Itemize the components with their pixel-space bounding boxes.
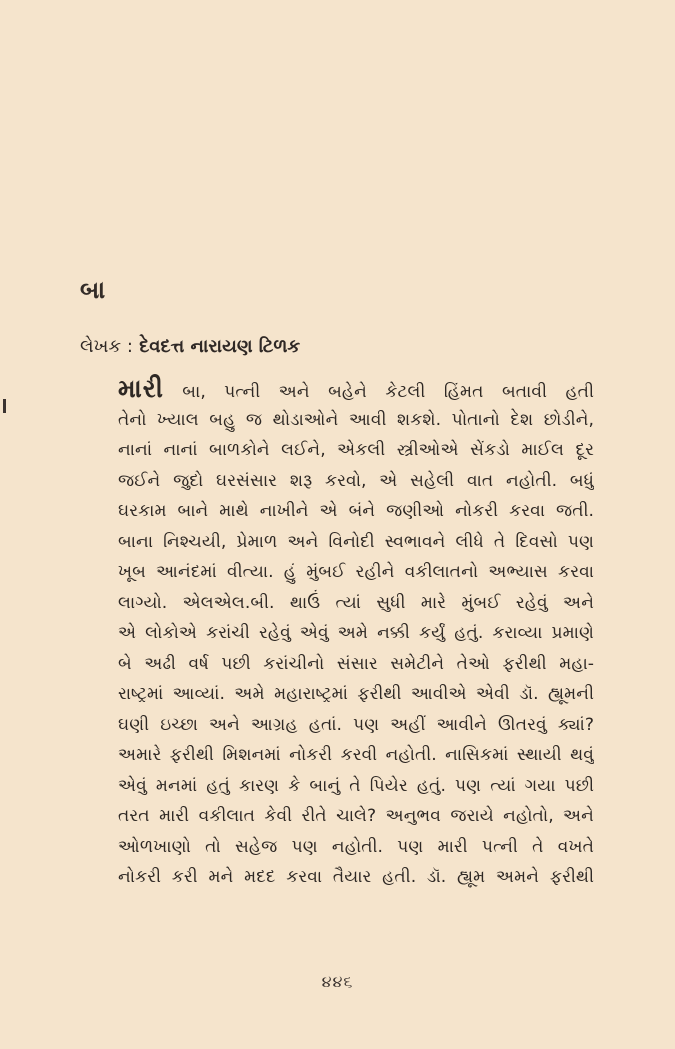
page-number: ૪૪૬	[321, 972, 354, 991]
margin-mark	[3, 399, 6, 413]
body-text	[118, 374, 594, 893]
body-line: એ લોકોએ કરાંચી રહેવું એવું અમે નક્કી કર્યું હતું. કરાવ્યા પ્રમાણે	[118, 623, 594, 643]
opening-word: મારી	[118, 374, 164, 403]
chapter-title: બા	[80, 276, 106, 304]
body-line: નોકરી કરી મને મદદ કરવા તૈયાર હતી. ડૉ. હ્યૂમ અમને ફરીથી	[118, 867, 594, 887]
body-line-first	[118, 374, 594, 405]
body-line: એવું મનમાં હતું કારણ કે બાનું તે પિયેર હતું. પણ ત્યાં ગયા પછી	[118, 775, 594, 796]
body-line: લાગ્યો. એલએલ.બી. થાઉં ત્યાં સુધી મારે મુંબઈ રહેવું અને	[118, 592, 594, 613]
body-line: અમારે ફરીથી મિશનમાં નોકરી કરવી નહોતી. નાસિકમાં સ્થાયી થવું	[118, 745, 594, 765]
author-name: દેવદત્ત નારાયણ ટિળક	[139, 336, 301, 357]
body-line: નાનાં નાનાં બાળકોને લઈને, એકલી સ્ત્રીઓએ સેંકડો માઈલ દૂર	[118, 440, 594, 460]
body-line: તરત મારી વકીલાત કેવી રીતે ચાલે? અનુભવ જરાયે નહોતો, અને	[118, 806, 594, 826]
body-line: ખૂબ આનંદમાં વીત્યા. હું મુંબઈ રહીને વકીલાતનો અભ્યાસ કરવા	[118, 562, 594, 582]
author-prefix: લેખક :	[80, 336, 133, 357]
author-line	[80, 336, 300, 357]
body-line: ઘરકામ બાને માથે નાખીને એ બંને જણીઓ નોકરી કરવા જતી.	[118, 501, 594, 521]
body-line: રાષ્ટ્રમાં આવ્યાં. અમે મહારાષ્ટ્રમાં ફરીથી આવીએ એવી ડૉ. હ્યૂમની	[118, 684, 594, 704]
body-line: જઈને જુદો ઘરસંસાર શરૂ કરવો, એ સહેલી વાત નહોતી. બધું	[118, 470, 594, 491]
body-line: બે અઢી વર્ષ પછી કરાંચીનો સંસાર સમેટીને તેઓ ફરીથી મહા-	[118, 653, 594, 674]
body-line: તેનો ખ્યાલ બહુ જ થોડાઓને આવી શકશે. પોતાનો દેશ છોડીને,	[118, 409, 594, 430]
body-line: ઓળખાણો તો સહેજ પણ નહોતી. પણ મારી પત્ની તે વખતે	[118, 836, 594, 857]
body-line: બા, પત્ની અને બહેને કેટલી હિંમત બતાવી હતી	[163, 382, 594, 402]
body-line: ઘણી ઇચ્છા અને આગ્રહ હતાં. પણ અહીં આવીને ઊતરવું ક્યાં?	[118, 714, 594, 735]
body-line: બાના નિશ્ચયી, પ્રેમાળ અને વિનોદી સ્વભાવને લીધે તે દિવસો પણ	[118, 531, 594, 552]
